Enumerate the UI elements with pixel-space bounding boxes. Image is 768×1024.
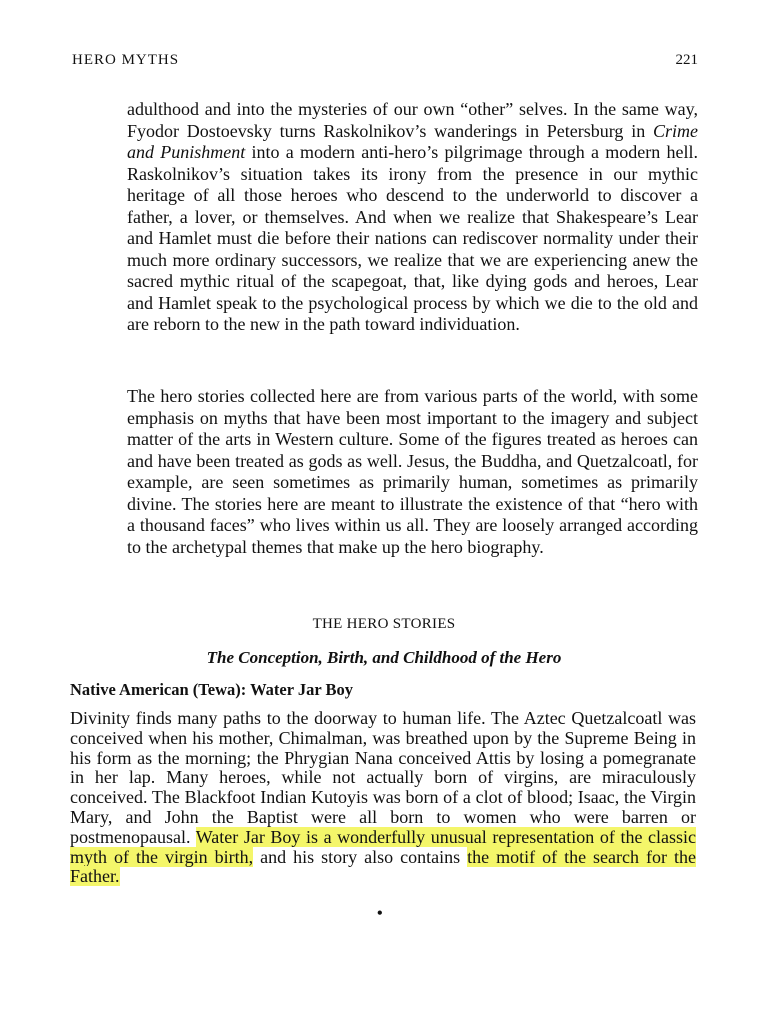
story-title: Native American (Tewa): Water Jar Boy (70, 680, 354, 699)
story-paragraph (70, 709, 696, 887)
section-title: THE HERO STORIES (312, 616, 456, 632)
highlighted-text-2: the motif of the search for the Father. (70, 846, 696, 887)
paragraph-1-text-start: adulthood and into the mysteries of our own “other” selves. In the same way, Fyodor Dostoevsky turns Raskolnikov’s wanderings in Petersburg in (127, 99, 698, 141)
intro-paragraph-2: The hero stories collected here are from various parts of the world, with some emphasis on myths that have been most important to the imagery and subject matter of the arts in Western culture. Some of the figures treated as heroes can and have been treated as gods as well. Jesus, the Buddha, and Quetzalcoatl, for example, are seen sometimes as primarily human, sometimes as primarily divine. The stories here are meant to illustrate the existence of that “hero with a thousand faces” who lives within us all. They are loosely arranged according to the archetypal themes that make up the hero biography. (127, 386, 698, 557)
running-header (72, 52, 698, 69)
story-text-middle: and his story also contains (253, 846, 468, 867)
story-text-start: Divinity finds many paths to the doorway to human life. The Aztec Quetzalcoatl was conceived when his mother, Chimalman, was breathed upon by the Supreme Being in his form as the morning; the Phrygian Nana conceived Attis by losing a pomegranate in her lap. Many heroes, while not actually born of virgins, are miraculously conceived. The Blackfoot Indian Kutoyis was born of a clot of blood; Isaac, the Virgin Mary, and John the Baptist were all born to women who were barren or postmenopausal. (70, 708, 696, 847)
bullet-mark: • (377, 905, 383, 922)
highlighted-text-1: Water Jar Boy is a wonderfully unusual representation of the classic myth of the virgin birth, (70, 826, 697, 867)
running-title: HERO MYTHS (72, 52, 180, 68)
page-number: 221 (675, 52, 698, 68)
intro-paragraph-1 (127, 99, 698, 336)
paragraph-1-text-end: into a modern anti-hero’s pilgrimage through a modern hell. Raskolnikov’s situation takes its irony from the presence in our mythic heritage of all those heroes who descend to the underworld to discover a father, a lover, or themselves. And when we realize that Shakespeare’s Lear and Hamlet must die before their nations can rediscover normality under their much more ordinary successors, we realize that we are experiencing anew the sacred mythic ritual of the scapegoat, that, like dying gods and heroes, Lear and Hamlet speak to the psychological process by which we die to the old and are reborn to the new in the path toward individuation. (127, 142, 699, 334)
book-title-italic: Crime and Punishment (127, 120, 698, 162)
subsection-title: The Conception, Birth, and Childhood of the Hero (206, 648, 562, 667)
